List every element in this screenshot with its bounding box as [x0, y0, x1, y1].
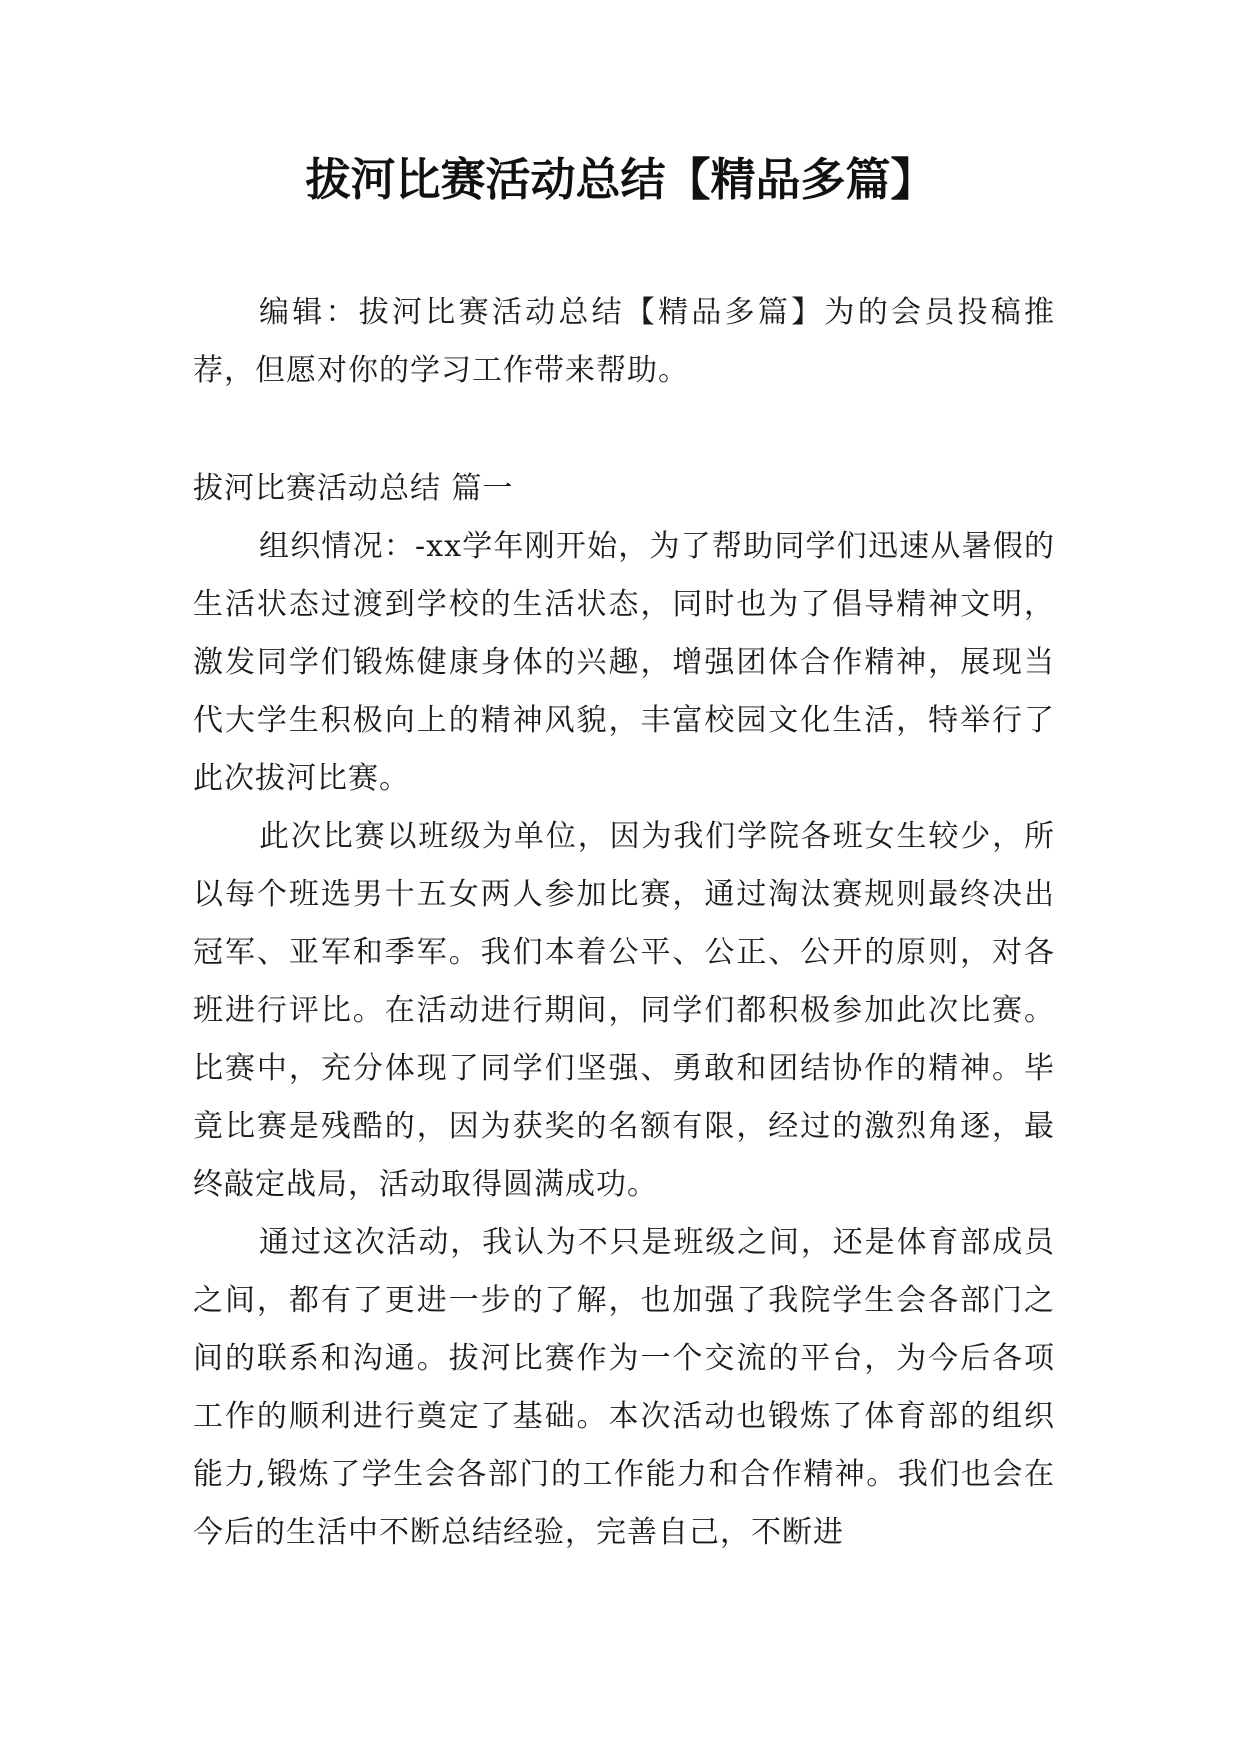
- body-paragraph-1: 组织情况：-xx学年刚开始，为了帮助同学们迅速从暑假的生活状态过渡到学校的生活状态，同时也为了倡导精神文明，激发同学们锻炼健康身体的兴趣，增强团体合作精神，展现当代大学生积极向上的精神风貌，丰富校园文化生活，特举行了此次拔河比赛。: [193, 529, 1055, 796]
- content-block: [193, 460, 1055, 1562]
- document-title: 拔河比赛活动总结【精品多篇】: [305, 153, 936, 206]
- intro-block: [193, 284, 1055, 400]
- body-paragraph-2: 此次比赛以班级为单位，因为我们学院各班女生较少，所以每个班选男十五女两人参加比赛，通过淘汰赛规则最终决出冠军、亚军和季军。我们本着公平、公正、公开的原则，对各班进行评比。在活动进行期间，同学们都积极参加此次比赛。比赛中，充分体现了同学们坚强、勇敢和团结协作的精神。毕竟比赛是残酷的，因为获奖的名额有限，经过的激烈角逐，最终敲定战局，活动取得圆满成功。: [193, 819, 1055, 1202]
- intro-paragraph: 编辑：拔河比赛活动总结【精品多篇】为的会员投稿推荐，但愿对你的学习工作带来帮助。: [193, 295, 1055, 388]
- body-paragraph-3: 通过这次活动，我认为不只是班级之间，还是体育部成员之间，都有了更进一步的了解，也加强了我院学生会各部门之间的联系和沟通。拔河比赛作为一个交流的平台，为今后各项工作的顺利进行奠定了基础。本次活动也锻炼了体育部的组织能力,锻炼了学生会各部门的工作能力和合作精神。我们也会在今后的生活中不断总结经验，完善自己，不断进: [193, 1225, 1055, 1550]
- section-heading: 拔河比赛活动总结 篇一: [193, 471, 514, 506]
